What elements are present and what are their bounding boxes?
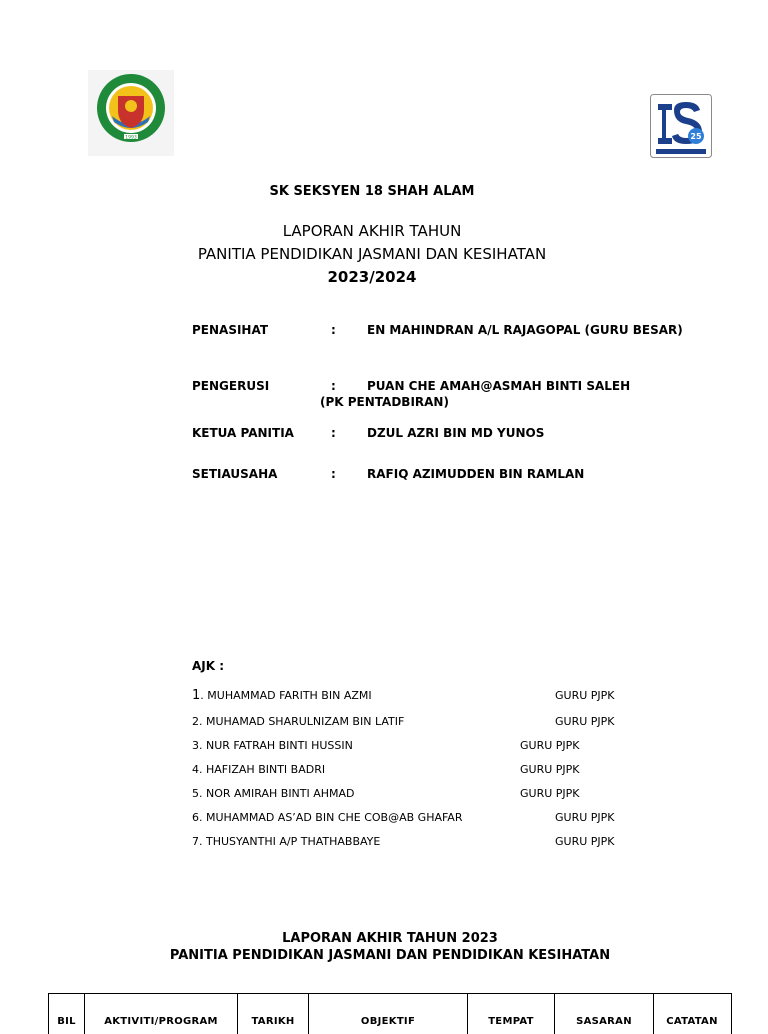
ministry-logo: [650, 94, 712, 158]
section-title: LAPORAN AKHIR TAHUN 2023: [282, 931, 498, 946]
school-name: SK SEKSYEN 18 SHAH ALAM: [269, 184, 475, 199]
ajk-member-role: GURU PJPK: [555, 689, 615, 702]
ajk-member: [192, 739, 353, 752]
panel-title: PANITIA PENDIDIKAN JASMANI DAN KESIHATAN: [197, 245, 547, 263]
ajk-member-role: GURU PJPK: [520, 787, 580, 800]
table-header-cell: BIL: [49, 994, 85, 1034]
role-name: DZUL AZRI BIN MD YUNOS: [367, 426, 545, 440]
role-name: RAFIQ AZIMUDDEN BIN RAMLAN: [367, 467, 585, 481]
ajk-member: [192, 787, 355, 800]
ajk-member-number: 7: [192, 835, 199, 848]
ajk-member-number: 5: [192, 787, 199, 800]
ajk-member-name: . NUR FATRAH BINTI HUSSIN: [199, 739, 353, 752]
ajk-member: [192, 763, 325, 776]
ajk-member-number: 3: [192, 739, 199, 752]
ajk-member-role: GURU PJPK: [555, 835, 615, 848]
ajk-member: [192, 715, 404, 728]
section-subtitle: PANITIA PENDIDIKAN JASMANI DAN PENDIDIKAN KESIHATAN: [169, 948, 611, 963]
ajk-member-number: 4: [192, 763, 199, 776]
ajk-member-name: . MUHAMMAD AS’AD BIN CHE COB@AB GHAFAR: [199, 811, 463, 824]
ajk-title: AJK :: [192, 659, 225, 673]
ajk-member-name: . HAFIZAH BINTI BADRI: [199, 763, 326, 776]
table-header-cell: OBJEKTIF: [309, 994, 468, 1034]
ajk-member-name: . NOR AMIRAH BINTI AHMAD: [199, 787, 355, 800]
role-colon: :: [331, 379, 336, 393]
ajk-member-name: . MUHAMMAD FARITH BIN AZMI: [200, 689, 372, 702]
ajk-member-role: GURU PJPK: [520, 739, 580, 752]
ajk-member-name: . MUHAMAD SHARULNIZAM BIN LATIF: [199, 715, 405, 728]
table-header-cell: CATATAN: [666, 1016, 718, 1027]
ajk-member: [192, 811, 462, 824]
role-name: EN MAHINDRAN A/L RAJAGOPAL (GURU BESAR): [367, 323, 683, 337]
ajk-member-number: 1: [192, 688, 201, 703]
school-logo-year: 1993: [125, 135, 137, 141]
ajk-member: [192, 835, 380, 848]
ajk-member-role: GURU PJPK: [555, 811, 615, 824]
role-name-line2: (PK PENTADBIRAN): [320, 395, 449, 409]
session-year: 2023/2024: [327, 268, 417, 286]
role-colon: :: [331, 323, 336, 337]
role-label: KETUA PANITIA: [192, 426, 294, 440]
activity-table-header: [48, 993, 732, 1034]
school-logo: [88, 70, 174, 156]
table-header-cell: SASARAN: [555, 994, 654, 1034]
ajk-member-role: GURU PJPK: [520, 763, 580, 776]
role-label: SETIAUSAHA: [192, 467, 278, 481]
moe-logo-badge: 25: [690, 132, 702, 141]
role-label: PENASIHAT: [192, 323, 269, 337]
role-label: PENGERUSI: [192, 379, 270, 393]
role-colon: :: [331, 426, 336, 440]
ajk-member-name: . THUSYANTHI A/P THATHABBAYE: [199, 835, 381, 848]
report-title: LAPORAN AKHIR TAHUN: [282, 222, 462, 240]
ajk-member-role: GURU PJPK: [555, 715, 615, 728]
ajk-member-number: 2: [192, 715, 199, 728]
table-header-cell: TARIKH: [238, 994, 309, 1034]
table-header-cell: AKTIVITI/PROGRAM: [85, 994, 238, 1034]
ajk-member-number: 6: [192, 811, 199, 824]
role-colon: :: [331, 467, 336, 481]
table-header-cell: TEMPAT: [468, 994, 555, 1034]
role-name: PUAN CHE AMAH@ASMAH BINTI SALEH: [367, 379, 631, 393]
ajk-member: [192, 688, 372, 703]
